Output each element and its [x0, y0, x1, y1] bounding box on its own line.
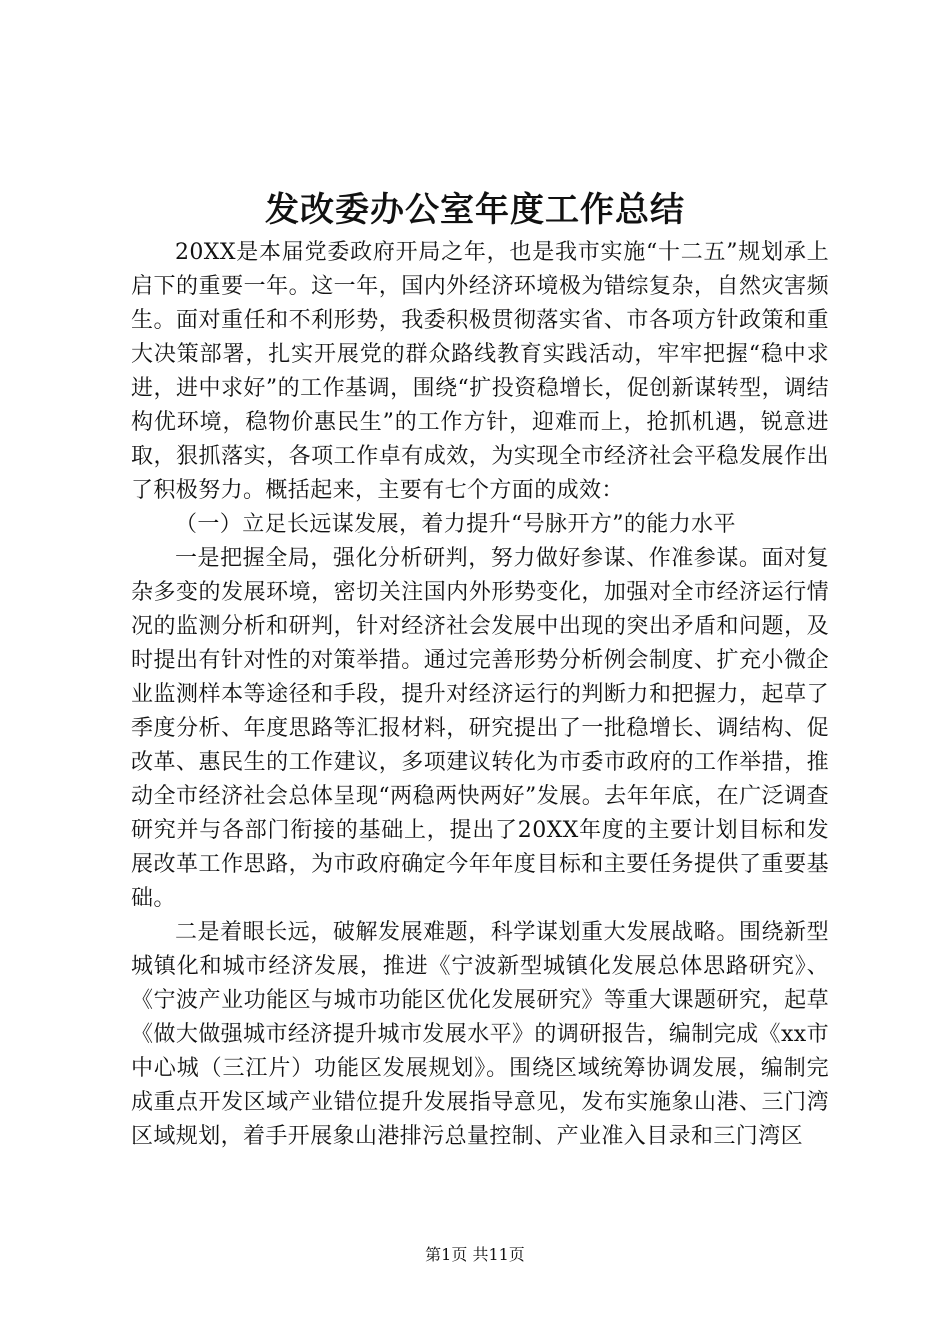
- document-title: 发改委办公室年度工作总结: [265, 190, 685, 230]
- paragraph-point-two: 二是着眼长远，破解发展难题，科学谋划重大发展战略。围绕新型城镇化和城市经济发展，推进《宁波新型城镇化发展总体思路研究》、《宁波产业功能区与城市功能区优化发展研究》等重大课题研究，起草《做大做强城市经济提升城市发展水平》的调研报告，编制完成《xx市中心城（三江片）功能区发展规划》。围绕区域统筹协调发展，编制完成重点开发区域产业错位提升发展指导意见，发布实施象山港、三门湾区域规划，着手开展象山港排污总量控制、产业准入目录和三门湾区: [131, 920, 829, 1149]
- section-heading: （一）立足长远谋发展，着力提升“号脉开方”的能力水平: [175, 512, 736, 537]
- document-body: [131, 236, 829, 1154]
- page-footer: 第1页 共11页: [425, 1245, 525, 1264]
- paragraph-intro: 20XX是本届党委政府开局之年，也是我市实施“十二五”规划承上启下的重要一年。这一年，国内外经济环境极为错综复杂，自然灾害频生。面对重任和不利形势，我委积极贯彻落实省、市各项方针政策和重大决策部署，扎实开展党的群众路线教育实践活动，牢牢把握“稳中求进，进中求好”的工作基调，围绕“扩投资稳增长，促创新谋转型，调结构优环境，稳物价惠民生”的工作方针，迎难而上，抢抓机遇，锐意进取，狠抓落实，各项工作卓有成效，为实现全市经济社会平稳发展作出了积极努力。概括起来，主要有七个方面的成效：: [131, 240, 829, 503]
- paragraph-point-one: 一是把握全局，强化分析研判，努力做好参谋、作准参谋。面对复杂多变的发展环境，密切关注国内外形势变化，加强对全市经济运行情况的监测分析和研判，针对经济社会发展中出现的突出矛盾和问题，及时提出有针对性的对策举措。通过完善形势分析例会制度、扩充小微企业监测样本等途径和手段，提升对经济运行的判断力和把握力，起草了季度分析、年度思路等汇报材料，研究提出了一批稳增长、调结构、促改革、惠民生的工作建议，多项建议转化为市委市政府的工作举措，推动全市经济社会总体呈现“两稳两快两好”发展。去年年底，在广泛调查研究并与各部门衔接的基础上，提出了20XX年度的主要计划目标和发展改革工作思路，为市政府确定今年年度目标和主要任务提供了重要基础。: [131, 546, 829, 911]
